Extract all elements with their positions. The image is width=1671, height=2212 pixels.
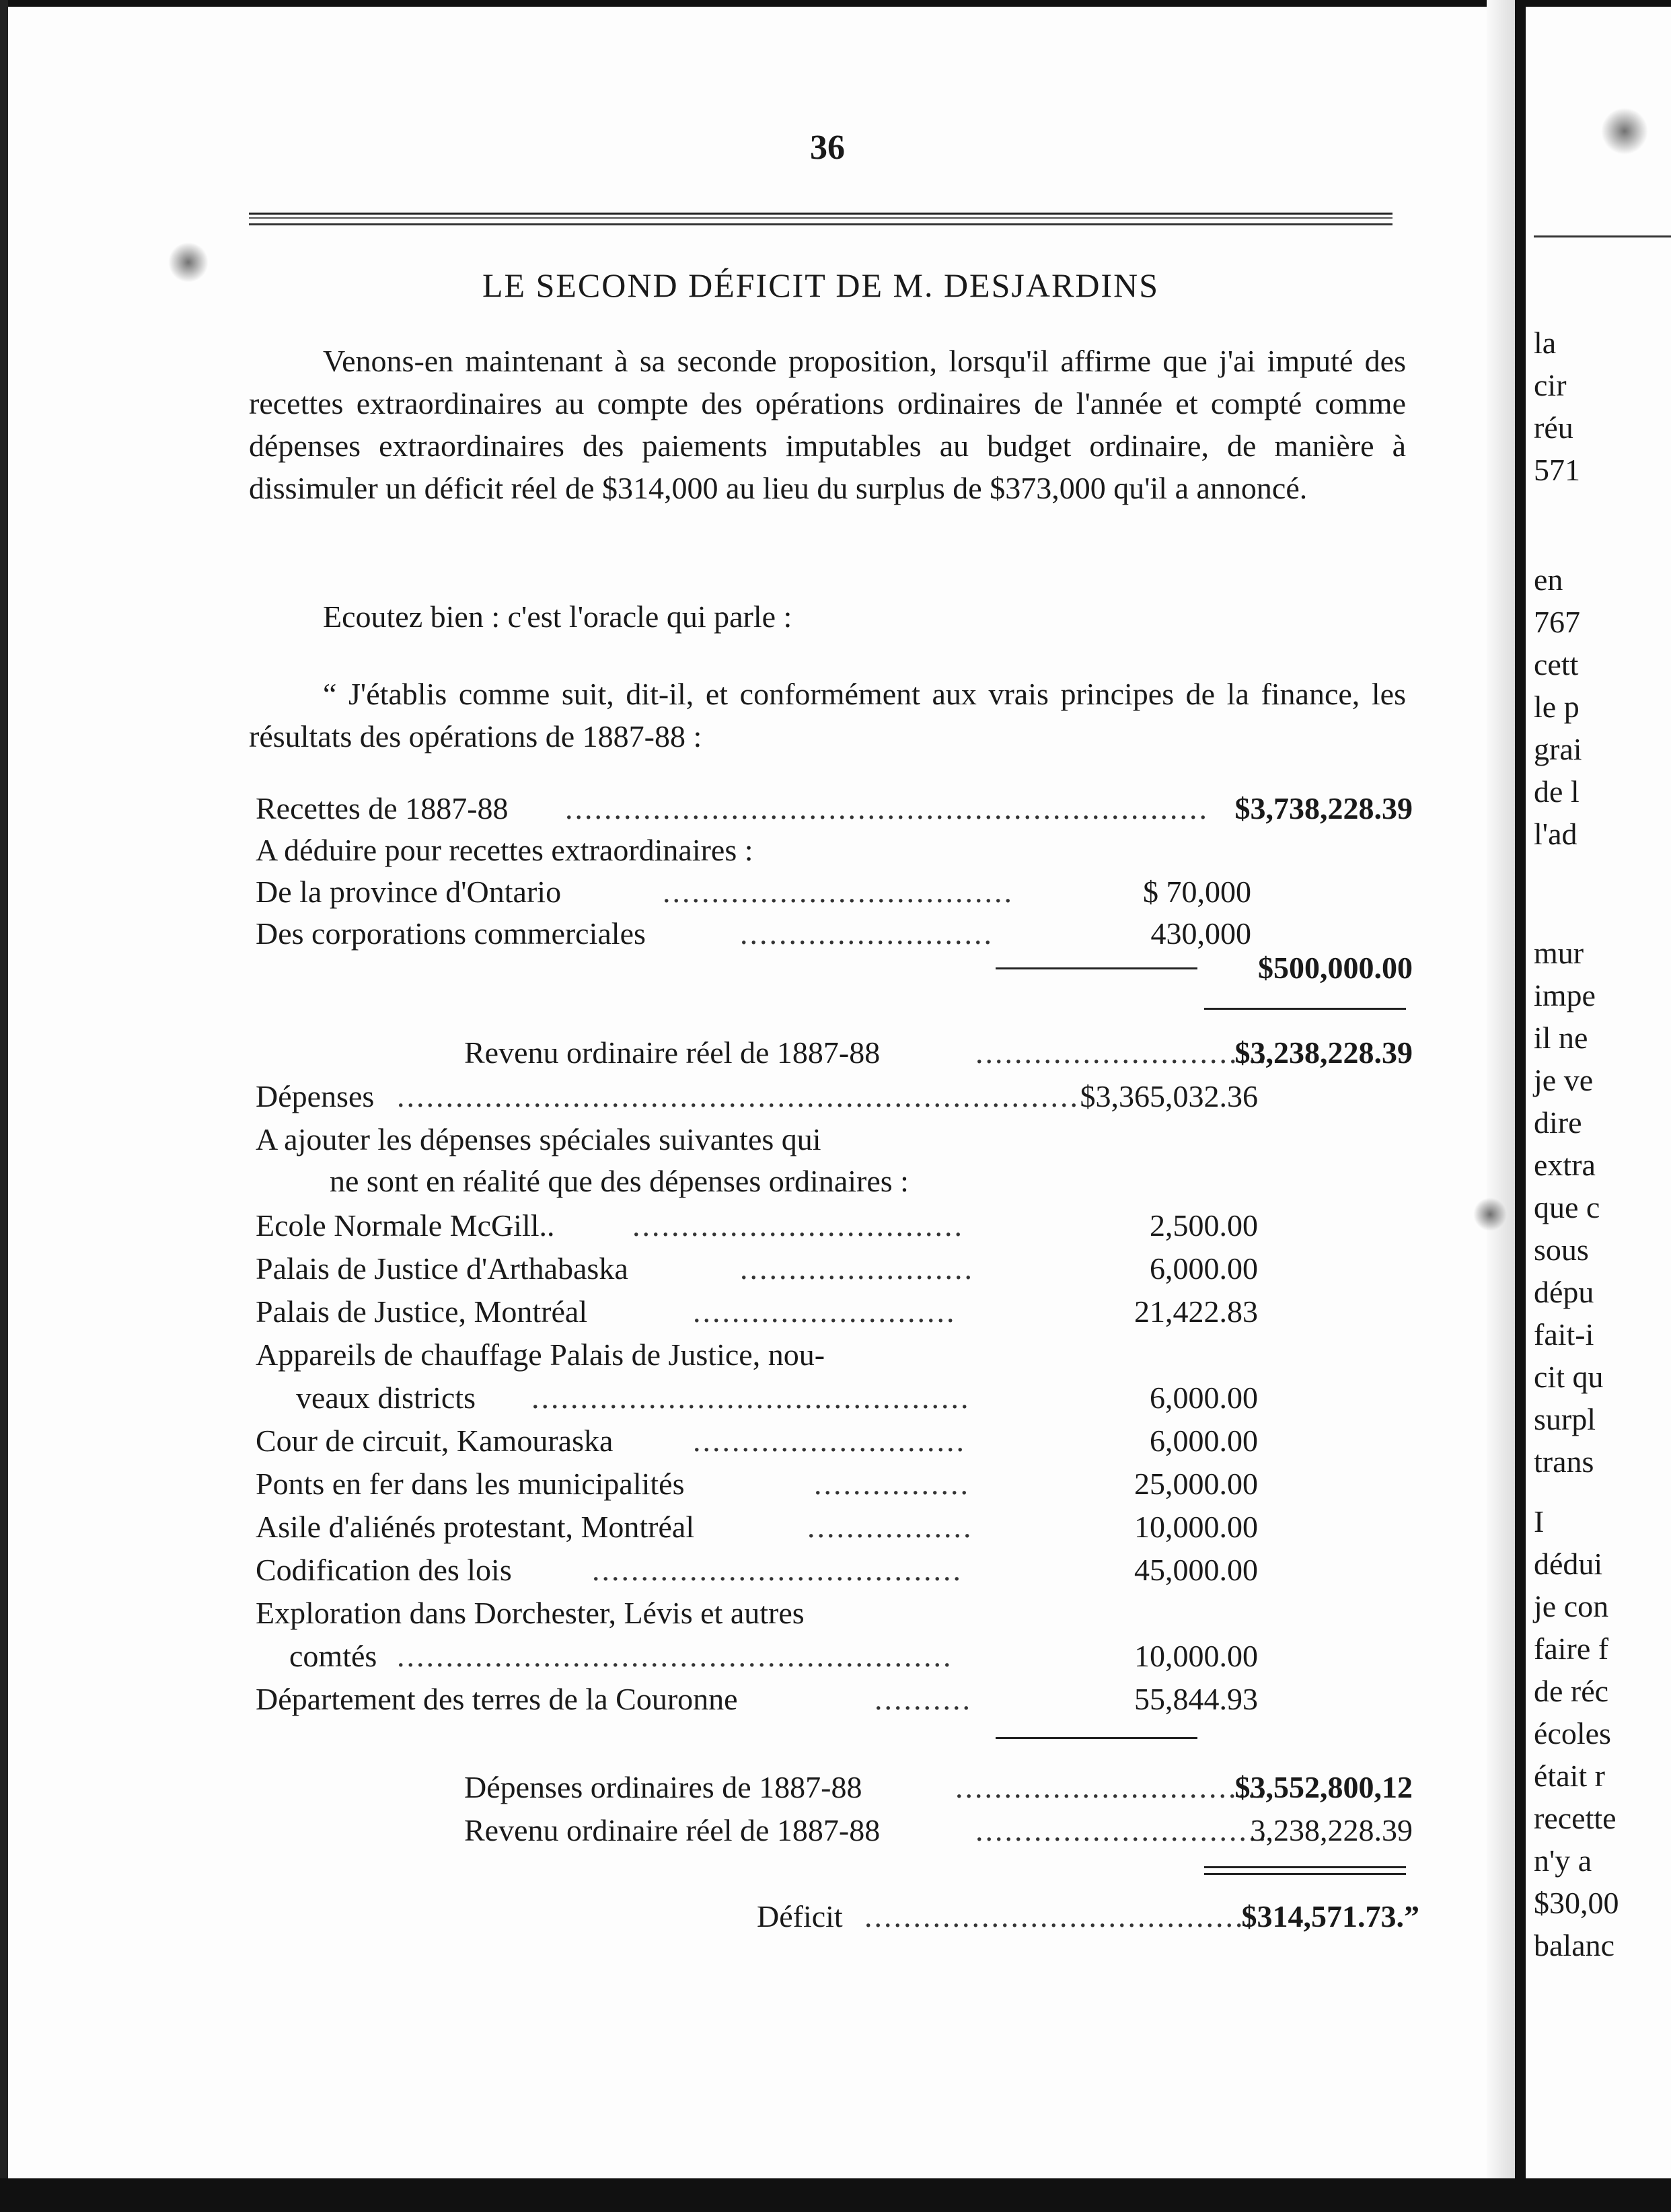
- leader-dots: ............................: [693, 1424, 966, 1458]
- leader-dots: ...........................: [693, 1294, 957, 1329]
- page-number: 36: [810, 128, 845, 167]
- paragraph-intro: Venons-en maintenant à sa seconde proposition, lorsqu'il affirme que j'ai imputé des recettes extraordinaires au compte des opérations ordinaires de l'année et compté comme dépenses extraordinaires des paiements imputables au budget ordinaire, de manière à dissimuler un déficit réel de $314,000 au lieu du surplus de $373,000 qu'il a annoncé.: [249, 344, 1406, 505]
- item-row: [256, 1638, 1413, 1680]
- item-row: [256, 1595, 1413, 1637]
- header-rule: [249, 223, 1392, 225]
- facing-page-text: en: [1534, 562, 1563, 597]
- facing-page-text: dédui: [1534, 1547, 1603, 1581]
- row-value: 430,000: [1150, 916, 1251, 951]
- scan-edge-top: [0, 0, 1671, 7]
- facing-page-text: 571: [1534, 453, 1580, 487]
- leader-dots: ................................: [955, 1770, 1267, 1804]
- facing-page-text: de l: [1534, 774, 1580, 809]
- row-label: De la province d'Ontario: [256, 875, 562, 909]
- leader-dots: ..................................................................: [565, 791, 1209, 825]
- facing-page-text: il ne: [1534, 1021, 1588, 1055]
- row-recettes: [256, 790, 1413, 832]
- item-row: [256, 1251, 1413, 1292]
- row-value: 3,238,228.39: [1250, 1813, 1413, 1847]
- facing-page-text: la: [1534, 326, 1557, 360]
- item-label: Asile d'aliénés protestant, Montréal: [256, 1510, 695, 1544]
- item-label: Ecole Normale McGill..: [256, 1208, 555, 1243]
- sum-rule: [1204, 1866, 1406, 1868]
- facing-page-rule: [1534, 235, 1671, 237]
- item-row: [256, 1208, 1413, 1249]
- sum-rule: [996, 1737, 1197, 1739]
- leader-dots: ......................................: [592, 1553, 963, 1587]
- facing-page-text: était r: [1534, 1759, 1605, 1793]
- row-ontario: [256, 874, 1413, 916]
- facing-page-text: dire: [1534, 1105, 1582, 1140]
- leader-dots: ..................................: [632, 1208, 964, 1243]
- row-value: $ 70,000: [1143, 875, 1251, 909]
- item-row: [256, 1380, 1413, 1422]
- facing-page-text: extra: [1534, 1148, 1596, 1182]
- gutter-shadow: [1487, 0, 1515, 2180]
- row-label: A déduire pour recettes extraordinaires :: [256, 833, 753, 867]
- facing-page-text: balanc: [1534, 1928, 1615, 1962]
- item-row: [256, 1423, 1413, 1465]
- row-ajouter-2: [256, 1163, 1413, 1205]
- row-deficit: [256, 1898, 1419, 1940]
- row-label: Recettes de 1887-88: [256, 791, 509, 825]
- item-value: 21,422.83: [1134, 1294, 1258, 1329]
- facing-page-text: cett: [1534, 647, 1579, 681]
- item-row: [256, 1337, 1413, 1378]
- item-value: 6,000.00: [1150, 1424, 1258, 1458]
- leader-dots: ................: [814, 1467, 970, 1501]
- item-value: 55,844.93: [1134, 1682, 1258, 1716]
- item-label: Ponts en fer dans les municipalités: [256, 1467, 685, 1501]
- section-title: LE SECOND DÉFICIT DE M. DESJARDINS: [482, 266, 1159, 304]
- item-row: [256, 1552, 1413, 1594]
- item-label: Palais de Justice d'Arthabaska: [256, 1251, 628, 1286]
- facing-page-text: écoles: [1534, 1716, 1611, 1750]
- scan-edge-left: [0, 0, 8, 2212]
- facing-page-text: réu: [1534, 410, 1573, 445]
- leader-dots: .............................................: [531, 1380, 971, 1415]
- row-revenu: [256, 1035, 1413, 1076]
- ink-blot: [1601, 108, 1648, 155]
- row-value: $3,365,032.36: [1080, 1079, 1258, 1113]
- facing-page-text: que c: [1534, 1190, 1600, 1224]
- item-row: [256, 1294, 1413, 1335]
- facing-page-text: I: [1534, 1504, 1545, 1539]
- row-value: $3,552,800,12: [1234, 1770, 1413, 1804]
- row-depenses-ordinaires: [256, 1769, 1413, 1811]
- row-depenses: [256, 1078, 1413, 1120]
- paragraph-oracle: Ecoutez bien : c'est l'oracle qui parle :: [323, 599, 792, 634]
- facing-page-text: sous: [1534, 1232, 1589, 1267]
- facing-page-text: faire f: [1534, 1631, 1609, 1666]
- item-label: Cour de circuit, Kamouraska: [256, 1424, 614, 1458]
- facing-page-text: mur: [1534, 936, 1584, 970]
- facing-page-text: cir: [1534, 368, 1567, 402]
- item-row: [256, 1466, 1413, 1508]
- sum-rule: [1204, 1008, 1406, 1010]
- leader-dots: ..........: [875, 1682, 972, 1716]
- item-value: 2,500.00: [1150, 1208, 1258, 1243]
- item-value: 10,000.00: [1134, 1510, 1258, 1544]
- item-label: Département des terres de la Couronne: [256, 1682, 738, 1716]
- facing-page-text: grai: [1534, 732, 1582, 766]
- row-value: $3,238,228.39: [1234, 1035, 1413, 1070]
- facing-page-text: je con: [1534, 1589, 1609, 1623]
- facing-page-text: n'y a: [1534, 1843, 1592, 1878]
- leader-dots: ......................................................................: [397, 1079, 1080, 1113]
- item-label: Exploration dans Dorchester, Lévis et autres: [256, 1596, 805, 1630]
- row-label: Des corporations commerciales: [256, 916, 646, 951]
- item-value: 10,000.00: [1134, 1639, 1258, 1673]
- row-value: $500,000.00: [1258, 951, 1413, 985]
- item-value: 25,000.00: [1134, 1467, 1258, 1501]
- row-label: ne sont en réalité que des dépenses ordinaires :: [330, 1164, 909, 1198]
- row-revenu-ordinaire: [256, 1812, 1413, 1854]
- row-label: Déficit: [757, 1899, 843, 1933]
- row-deduire: [256, 832, 1413, 874]
- facing-page-text: $30,00: [1534, 1886, 1619, 1920]
- row-label: Dépenses: [256, 1079, 375, 1113]
- item-row: [256, 1681, 1413, 1723]
- leader-dots: ..............................: [975, 1813, 1268, 1847]
- header-rule: [249, 213, 1392, 219]
- item-value: 6,000.00: [1150, 1251, 1258, 1286]
- row-value: $314,571.73.”: [1241, 1899, 1419, 1933]
- book-gutter: [1515, 0, 1526, 2180]
- ink-blot: [1473, 1197, 1507, 1231]
- facing-page-text: je ve: [1534, 1063, 1594, 1097]
- item-label: Codification des lois: [256, 1553, 512, 1587]
- item-label: Appareils de chauffage Palais de Justice, nou-: [256, 1337, 825, 1372]
- facing-page-text: trans: [1534, 1444, 1594, 1479]
- row-label: Revenu ordinaire réel de 1887-88: [464, 1813, 881, 1847]
- scan-edge-bottom: [0, 2178, 1671, 2212]
- leader-dots: ........................................: [864, 1899, 1255, 1933]
- facing-page-text: dépu: [1534, 1275, 1594, 1309]
- item-value: 6,000.00: [1150, 1380, 1258, 1415]
- facing-page-text: 767: [1534, 605, 1580, 639]
- item-label: comtés: [289, 1639, 377, 1673]
- facing-page-text: impe: [1534, 978, 1596, 1012]
- facing-page-text: recette: [1534, 1801, 1617, 1835]
- facing-page-text: le p: [1534, 690, 1580, 724]
- item-value: 45,000.00: [1134, 1553, 1258, 1587]
- paragraph-quote: “ J'établis comme suit, dit-il, et conformément aux vrais principes de la finance, les résultats des opérations de 1887-88 :: [249, 677, 1406, 753]
- row-ajouter-1: [256, 1121, 1413, 1163]
- sum-rule: [1204, 1873, 1406, 1875]
- facing-page-text: surpl: [1534, 1402, 1596, 1436]
- row-label: A ajouter les dépenses spéciales suivantes qui: [256, 1122, 821, 1156]
- facing-page-text: l'ad: [1534, 817, 1577, 851]
- leader-dots: .................: [807, 1510, 973, 1544]
- leader-dots: ....................................: [663, 875, 1014, 909]
- leader-dots: ........................: [740, 1251, 974, 1286]
- row-label: Revenu ordinaire réel de 1887-88: [464, 1035, 881, 1070]
- facing-page-text: de réc: [1534, 1674, 1609, 1708]
- leader-dots: .........................................................: [397, 1639, 953, 1673]
- item-row: [256, 1509, 1413, 1551]
- ink-blot: [168, 242, 209, 283]
- leader-dots: ..............................: [975, 1035, 1268, 1070]
- leader-dots: ..........................: [740, 916, 994, 951]
- row-value: $3,738,228.39: [1234, 791, 1413, 825]
- item-label: veaux districts: [296, 1380, 476, 1415]
- row-extra-total: [256, 950, 1413, 992]
- row-label: Dépenses ordinaires de 1887-88: [464, 1770, 862, 1804]
- facing-page-text: fait-i: [1534, 1317, 1594, 1352]
- facing-page-text: cit qu: [1534, 1360, 1604, 1394]
- item-label: Palais de Justice, Montréal: [256, 1294, 588, 1329]
